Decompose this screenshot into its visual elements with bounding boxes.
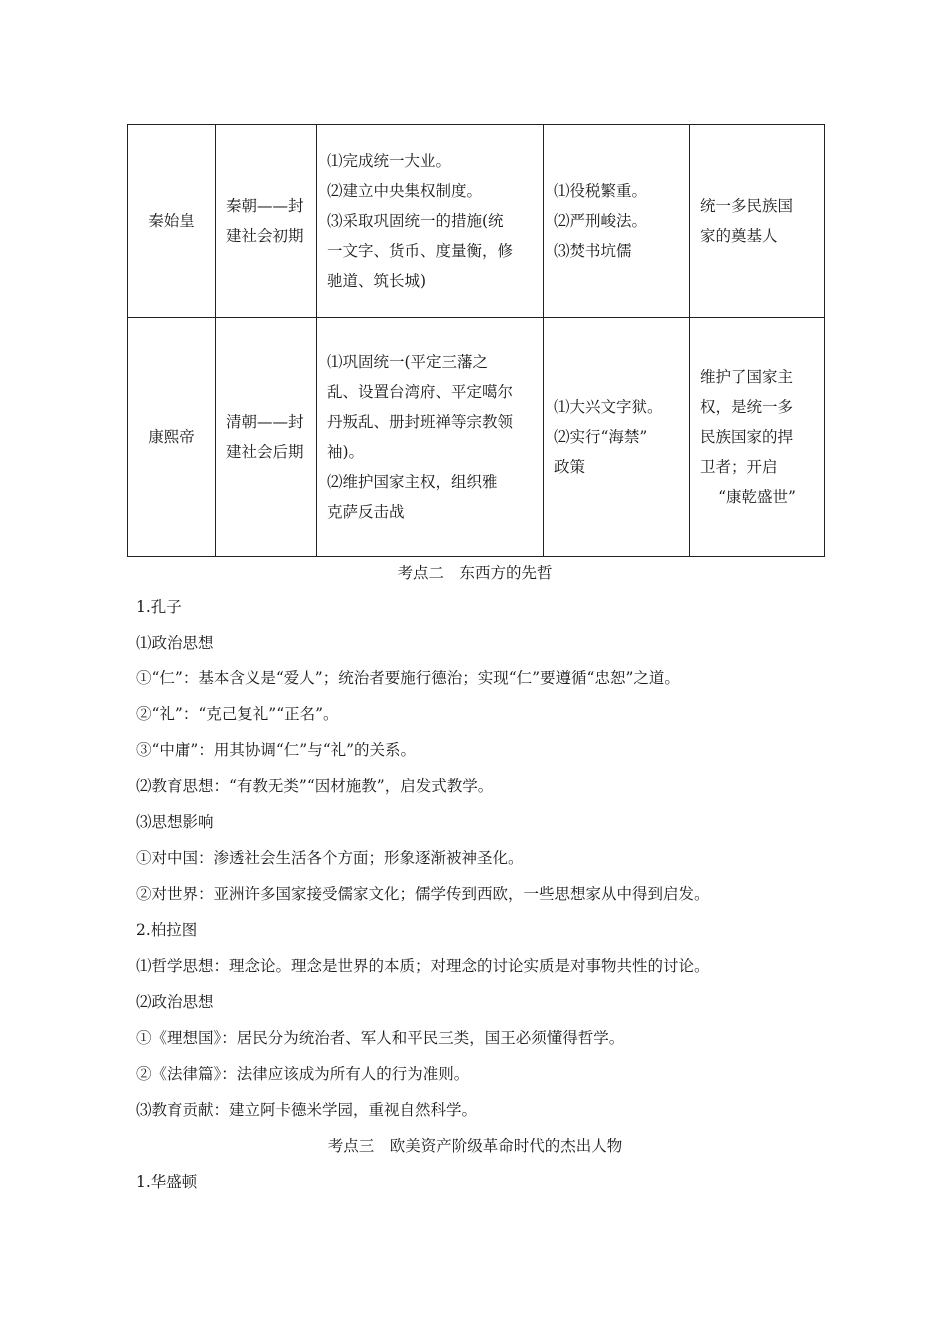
paragraph: ①“仁”：基本含义是“爱人”；统治者要施行德治；实现“仁”要遵循“忠恕”之道。 — [136, 669, 680, 687]
period-cell — [216, 125, 317, 318]
paragraph: 2.柏拉图 — [136, 921, 198, 939]
paragraph: ②对世界：亚洲许多国家接受儒家文化；儒学传到西欧，一些思想家从中得到启发。 — [136, 885, 710, 903]
deeds-line: ⑶采取巩固统一的措施(统 — [327, 212, 504, 230]
deeds-line: 丹叛乱、册封班禅等宗教领 — [327, 413, 514, 431]
evaluation-line: 维护了国家主 — [700, 368, 794, 386]
paragraph: ⑴哲学思想：理念论。理念是世界的本质；对理念的讨论实质是对事物共性的讨论。 — [136, 957, 710, 975]
evaluation-line: 卫者；开启 — [700, 458, 778, 476]
period-cell — [216, 318, 317, 557]
evaluation-cell — [690, 318, 825, 557]
paragraph: ③“中庸”：用其协调“仁”与“礼”的关系。 — [136, 741, 417, 759]
faults-line: 政策 — [554, 458, 586, 476]
evaluation-line: 统一多民族国 — [700, 197, 794, 215]
figure-name-cell — [128, 318, 216, 557]
deeds-line: 驰道、筑长城) — [327, 272, 427, 290]
deeds-cell — [317, 125, 544, 318]
evaluation-cell — [690, 125, 825, 318]
paragraph: ⑵政治思想 — [136, 993, 214, 1011]
deeds-line: ⑴完成统一大业。 — [327, 152, 452, 170]
evaluation-line: 民族国家的捍 — [700, 428, 794, 446]
table-row — [128, 318, 825, 557]
deeds-line: 乱、设置台湾府、平定噶尔 — [327, 383, 514, 401]
deeds-line: 袖)。 — [327, 443, 365, 461]
paragraph: ①对中国：渗透社会生活各个方面；形象逐渐被神圣化。 — [136, 849, 524, 867]
faults-cell — [544, 318, 690, 557]
figure-name: 康熙帝 — [148, 428, 195, 446]
period-line: 建社会后期 — [226, 443, 304, 461]
period-line: 秦朝——封 — [226, 197, 304, 215]
faults-line: ⑴役税繁重。 — [554, 182, 648, 200]
paragraph: ①《理想国》：居民分为统治者、军人和平民三类，国王必须懂得哲学。 — [136, 1029, 625, 1047]
deeds-line: ⑵建立中央集权制度。 — [327, 182, 483, 200]
period-line: 清朝——封 — [226, 413, 304, 431]
figure-name-cell — [128, 125, 216, 318]
period-line: 建社会初期 — [226, 227, 304, 245]
evaluation-line: 权，是统一多 — [700, 398, 794, 416]
deeds-cell — [317, 318, 544, 557]
deeds-line: ⑵维护国家主权，组织雅 — [327, 473, 498, 491]
paragraph: 1.华盛顿 — [136, 1173, 198, 1191]
paragraph: ⑶教育贡献：建立阿卡德米学园，重视自然科学。 — [136, 1101, 478, 1119]
deeds-line: ⑴巩固统一(平定三藩之 — [327, 353, 489, 371]
faults-cell — [544, 125, 690, 318]
figure-name: 秦始皇 — [148, 212, 195, 230]
evaluation-line: 家的奠基人 — [700, 227, 778, 245]
paragraph: ⑴政治思想 — [136, 634, 214, 652]
figures-table — [127, 124, 825, 557]
faults-line: ⑶焚书坑儒 — [554, 242, 632, 260]
evaluation-line: “康乾盛世” — [718, 488, 796, 506]
faults-line: ⑴大兴文字狱。 — [554, 398, 663, 416]
section-heading-2: 考点二 东西方的先哲 — [397, 564, 553, 582]
paragraph: ②“礼”：“克己复礼”“正名”。 — [136, 705, 339, 723]
paragraph: ⑵教育思想：“有教无类”“因材施教”，启发式教学。 — [136, 777, 494, 795]
deeds-line: 一文字、货币、度量衡，修 — [327, 242, 514, 260]
faults-line: ⑵实行“海禁” — [554, 428, 648, 446]
section-heading-3: 考点三 欧美资产阶级革命时代的杰出人物 — [327, 1137, 623, 1155]
paragraph: 1.孔子 — [136, 598, 182, 616]
deeds-line: 克萨反击战 — [327, 503, 405, 521]
faults-line: ⑵严刑峻法。 — [554, 212, 648, 230]
paragraph: ⑶思想影响 — [136, 813, 214, 831]
table-row — [128, 125, 825, 318]
paragraph: ②《法律篇》：法律应该成为所有人的行为准则。 — [136, 1065, 470, 1083]
